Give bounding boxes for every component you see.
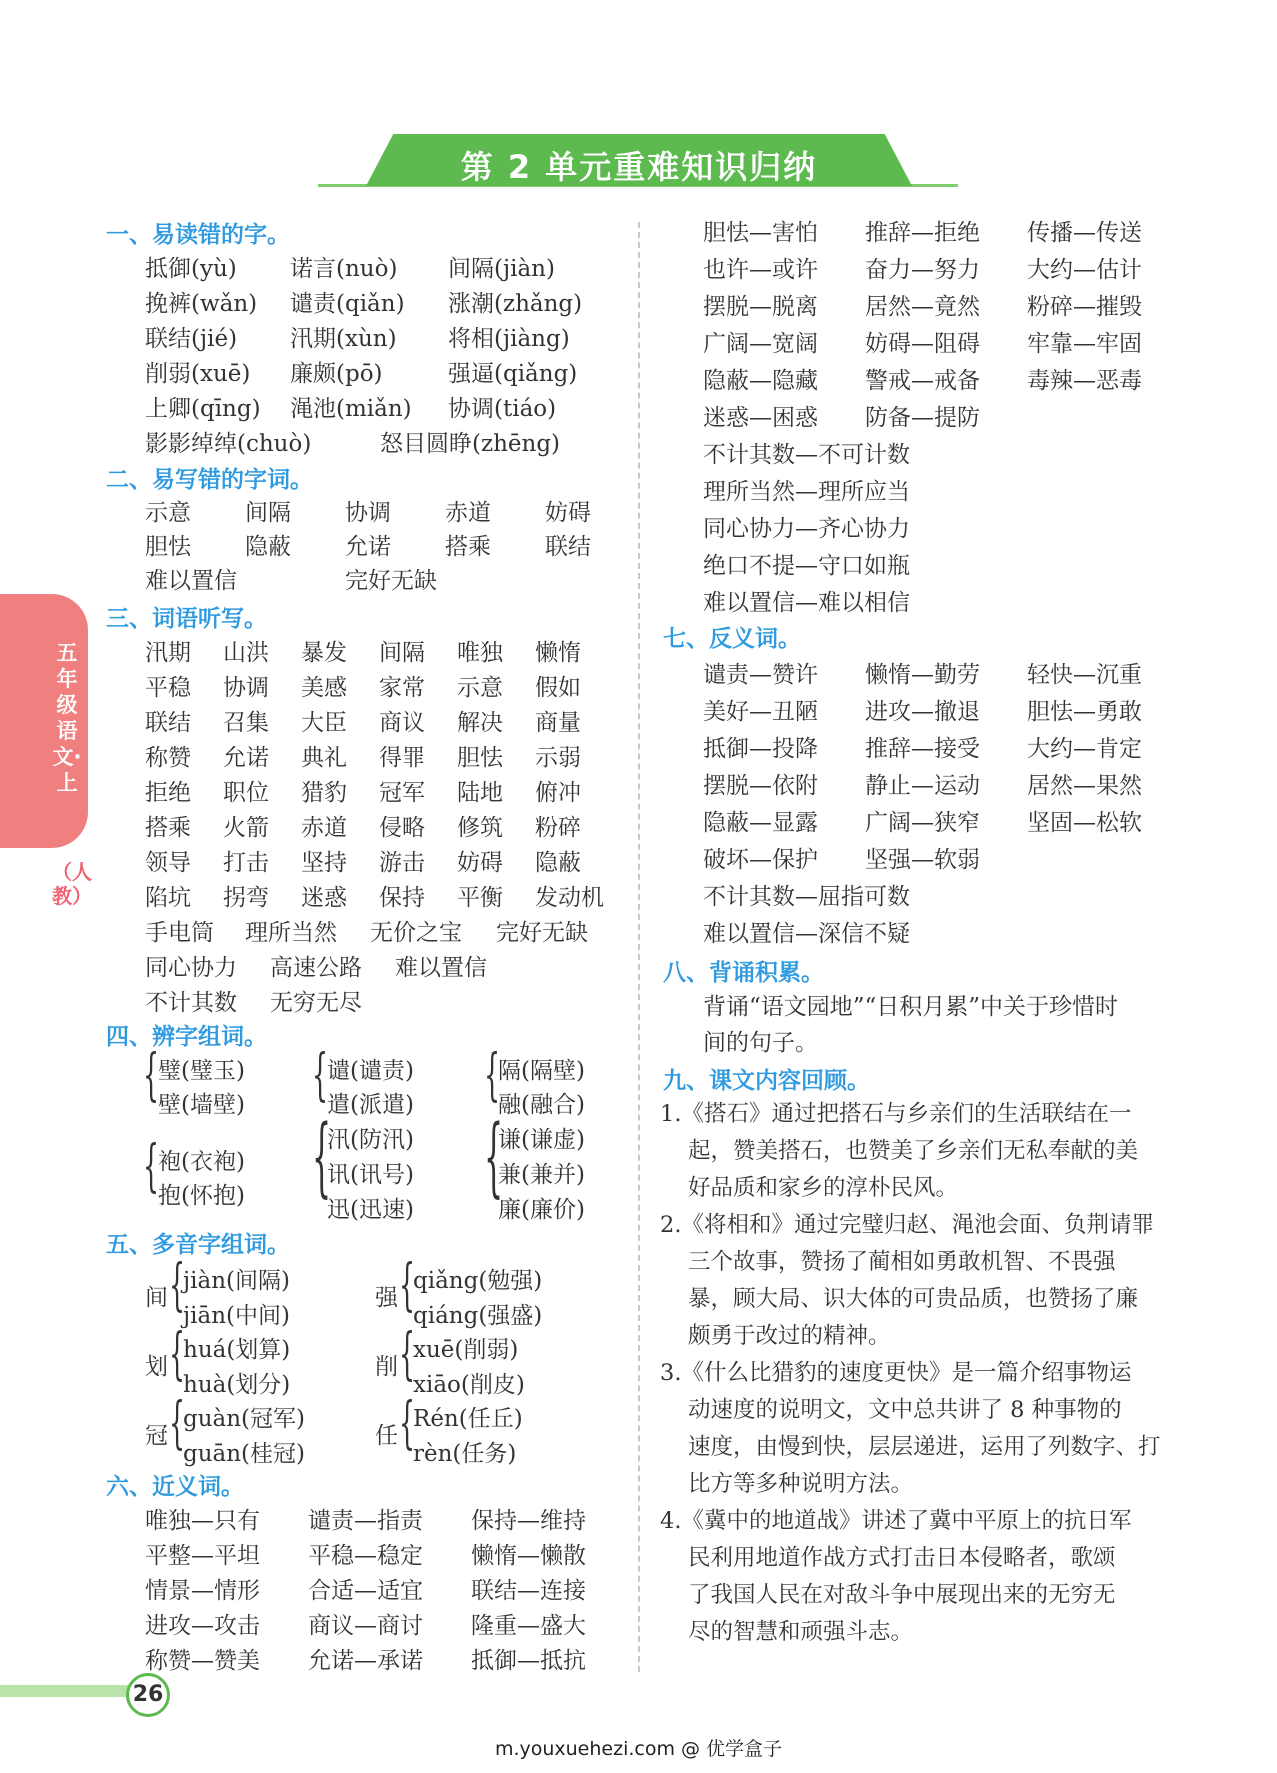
review-line: 尽的智慧和顽强斗志。 <box>688 1619 914 1645</box>
distinguish-item: 隔(隔壁) <box>498 1058 585 1084</box>
review-line: 了我国人民在对敌斗争中展现出来的无穷无 <box>688 1582 1116 1608</box>
polyphone-char: 削 <box>375 1354 398 1380</box>
distinguish-item: 遣(派遣) <box>327 1092 414 1118</box>
dictation-word: 美感 <box>301 675 347 701</box>
dictation-word: 领导 <box>145 850 191 876</box>
antonym-pair: 居然—果然 <box>1027 773 1142 799</box>
dictation-word: 大臣 <box>301 710 347 736</box>
dictation-word: 同心协力 <box>145 955 237 981</box>
antonym-pair: 谴责—赞许 <box>703 662 818 688</box>
dictation-word: 俯冲 <box>535 780 581 806</box>
review-line: 比方等多种说明方法。 <box>688 1471 914 1497</box>
brace: { <box>143 1134 160 1199</box>
dictation-word: 胆怯 <box>457 745 503 771</box>
synonym-pair: 绝口不提—守口如瓶 <box>703 553 910 579</box>
review-line: 起，赞美搭石，也赞美了乡亲们无私奉献的美 <box>688 1138 1139 1164</box>
synonym-pair: 平稳—稳定 <box>308 1543 423 1569</box>
dictation-word: 得罪 <box>379 745 425 771</box>
dictation-word: 迷惑 <box>301 885 347 911</box>
antonym-pair: 不计其数—屈指可数 <box>703 884 910 910</box>
synonym-pair: 牢靠—牢固 <box>1027 331 1142 357</box>
brace: { <box>312 1043 329 1108</box>
dictation-word: 完好无缺 <box>496 920 588 946</box>
section-heading-3: 三、词语听写。 <box>106 606 267 632</box>
dictation-word: 示意 <box>457 675 503 701</box>
miswrite-word: 完好无缺 <box>345 568 437 594</box>
miswrite-word: 允诺 <box>345 534 391 560</box>
synonym-pair: 也许—或许 <box>703 257 818 283</box>
synonym-pair: 推辞—拒绝 <box>865 220 980 246</box>
review-line: 好品质和家乡的淳朴民风。 <box>688 1175 959 1201</box>
dictation-word: 拐弯 <box>223 885 269 911</box>
dictation-word: 隐蔽 <box>535 850 581 876</box>
polyphone-reading: jiān(中间) <box>183 1303 290 1329</box>
polyphone-reading: huà(划分) <box>183 1372 291 1398</box>
dictation-word: 示弱 <box>535 745 581 771</box>
footer-watermark: m.youxuehezi.com @ 优学盒子 <box>494 1738 783 1760</box>
misread-word: 联结(jié) <box>145 326 238 352</box>
polyphone-reading: xuē(削弱) <box>413 1337 519 1363</box>
synonym-pair: 难以置信—难以相信 <box>703 590 910 616</box>
dictation-word: 商量 <box>535 710 581 736</box>
miswrite-word: 示意 <box>145 500 191 526</box>
section-heading-4: 四、辨字组词。 <box>106 1024 267 1050</box>
section-heading-6: 六、近义词。 <box>106 1474 244 1500</box>
miswrite-word: 搭乘 <box>445 534 491 560</box>
synonym-pair: 妨碍—阻碍 <box>865 331 980 357</box>
section-heading-7: 七、反义词。 <box>663 626 801 652</box>
antonym-pair: 坚固—松软 <box>1027 810 1142 836</box>
miswrite-word: 隐蔽 <box>245 534 291 560</box>
dictation-word: 保持 <box>379 885 425 911</box>
antonym-pair: 胆怯—勇敢 <box>1027 699 1142 725</box>
dictation-word: 侵略 <box>379 815 425 841</box>
polyphone-reading: rèn(任务) <box>413 1441 517 1467</box>
polyphone-reading: qiáng(强盛) <box>413 1303 543 1329</box>
synonym-pair: 合适—适宜 <box>308 1578 423 1604</box>
dictation-word: 无价之宝 <box>370 920 462 946</box>
distinguish-item: 袍(衣袍) <box>158 1149 245 1175</box>
antonym-pair: 静止—运动 <box>865 773 980 799</box>
misread-word: 汛期(xùn) <box>290 326 397 352</box>
antonym-pair: 隐蔽—显露 <box>703 810 818 836</box>
distinguish-item: 抱(怀抱) <box>158 1183 245 1209</box>
brace: { <box>169 1253 186 1318</box>
synonym-pair: 唯独—只有 <box>145 1508 260 1534</box>
synonym-pair: 迷惑—困惑 <box>703 405 818 431</box>
dictation-word: 打击 <box>223 850 269 876</box>
dictation-word: 陷坑 <box>145 885 191 911</box>
polyphone-char: 划 <box>145 1354 168 1380</box>
synonym-pair: 隐蔽—隐藏 <box>703 368 818 394</box>
distinguish-item: 璧(璧玉) <box>158 1058 245 1084</box>
dictation-word: 称赞 <box>145 745 191 771</box>
antonym-pair: 坚强—软弱 <box>865 847 980 873</box>
dictation-word: 无穷无尽 <box>270 990 362 1016</box>
antonym-pair: 破坏—保护 <box>703 847 818 873</box>
misread-word: 影影绰绰(chuò) <box>145 431 312 457</box>
synonym-pair: 进攻—攻击 <box>145 1613 260 1639</box>
antonym-pair: 轻快—沉重 <box>1027 662 1142 688</box>
antonym-pair: 摆脱—依附 <box>703 773 818 799</box>
dictation-word: 发动机 <box>535 885 604 911</box>
dictation-word: 游击 <box>379 850 425 876</box>
dictation-word: 猎豹 <box>301 780 347 806</box>
review-line: 颇勇于改过的精神。 <box>688 1323 891 1349</box>
synonym-pair: 允诺—承诺 <box>308 1648 423 1674</box>
dictation-word: 召集 <box>223 710 269 736</box>
synonym-pair: 保持—维持 <box>471 1508 586 1534</box>
distinguish-item: 兼(兼并) <box>498 1162 585 1188</box>
antonym-pair: 广阔—狭窄 <box>865 810 980 836</box>
miswrite-word: 间隔 <box>245 500 291 526</box>
misread-word: 削弱(xuē) <box>145 361 251 387</box>
polyphone-char: 冠 <box>145 1423 168 1449</box>
dictation-word: 理所当然 <box>245 920 337 946</box>
brace: { <box>484 1107 504 1207</box>
dictation-word: 职位 <box>223 780 269 806</box>
antonym-pair: 抵御—投降 <box>703 736 818 762</box>
dictation-word: 手电筒 <box>145 920 214 946</box>
misread-word: 渑池(miǎn) <box>290 396 412 422</box>
section-heading-2: 二、易写错的字词。 <box>106 467 313 493</box>
section-heading-8: 八、背诵积累。 <box>663 960 824 986</box>
synonym-pair: 懒惰—懒散 <box>471 1543 586 1569</box>
misread-word: 诺言(nuò) <box>290 256 398 282</box>
dictation-word: 妨碍 <box>457 850 503 876</box>
brace: { <box>399 1391 416 1456</box>
distinguish-item: 廉(廉价) <box>498 1197 585 1223</box>
dictation-word: 坚持 <box>301 850 347 876</box>
dictation-word: 赤道 <box>301 815 347 841</box>
review-line: 2.《将相和》通过完璧归赵、渑池会面、负荆请罪 <box>660 1212 1154 1238</box>
misread-word: 协调(tiáo) <box>448 396 557 422</box>
distinguish-item: 汛(防汛) <box>327 1127 414 1153</box>
dictation-word: 解决 <box>457 710 503 736</box>
polyphone-reading: jiàn(间隔) <box>183 1268 290 1294</box>
dictation-word: 联结 <box>145 710 191 736</box>
synonym-pair: 警戒—戒备 <box>865 368 980 394</box>
review-line: 暴，顾大局、识大体的可贵品质，也赞扬了廉 <box>688 1286 1139 1312</box>
antonym-pair: 懒惰—勤劳 <box>865 662 980 688</box>
misread-word: 廉颇(pō) <box>290 361 383 387</box>
dictation-word: 山洪 <box>223 640 269 666</box>
review-line: 三个故事，赞扬了蔺相如勇敢机智、不畏强 <box>688 1249 1116 1275</box>
synonym-pair: 同心协力—齐心协力 <box>703 516 910 542</box>
antonym-pair: 难以置信—深信不疑 <box>703 921 910 947</box>
dictation-word: 拒绝 <box>145 780 191 806</box>
polyphone-reading: Rén(任丘) <box>413 1406 523 1432</box>
side-tab-grade: 五年级语文·上 <box>52 641 82 795</box>
misread-word: 将相(jiàng) <box>448 326 570 352</box>
review-line: 动速度的说明文，文中总共讲了 8 种事物的 <box>688 1397 1122 1423</box>
synonym-pair: 防备—提防 <box>865 405 980 431</box>
polyphone-char: 间 <box>145 1285 168 1311</box>
dictation-word: 家常 <box>379 675 425 701</box>
review-line: 1.《搭石》通过把搭石与乡亲们的生活联结在一 <box>660 1101 1132 1127</box>
synonym-pair: 毒辣—恶毒 <box>1027 368 1142 394</box>
miswrite-word: 难以置信 <box>145 568 237 594</box>
synonym-pair: 胆怯—害怕 <box>703 220 818 246</box>
section-heading-5: 五、多音字组词。 <box>106 1232 290 1258</box>
antonym-pair: 大约—肯定 <box>1027 736 1142 762</box>
synonym-pair: 理所当然—理所应当 <box>703 479 910 505</box>
dictation-word: 间隔 <box>379 640 425 666</box>
synonym-pair: 联结—连接 <box>471 1578 586 1604</box>
synonym-pair: 平整—平坦 <box>145 1543 260 1569</box>
miswrite-word: 赤道 <box>445 500 491 526</box>
synonym-pair: 谴责—指责 <box>308 1508 423 1534</box>
misread-word: 强逼(qiǎng) <box>448 361 578 387</box>
dictation-word: 难以置信 <box>395 955 487 981</box>
antonym-pair: 推辞—接受 <box>865 736 980 762</box>
page-title: 第 2 单元重难知识归纳 <box>460 148 818 186</box>
distinguish-item: 谴(谴责) <box>327 1058 414 1084</box>
synonym-pair: 抵御—抵抗 <box>471 1648 586 1674</box>
antonym-pair: 进攻—撤退 <box>865 699 980 725</box>
dictation-word: 协调 <box>223 675 269 701</box>
brace: { <box>169 1322 186 1387</box>
misread-word: 挽裤(wǎn) <box>145 291 258 317</box>
brace: { <box>399 1322 416 1387</box>
recite-line: 背诵“语文园地”“日积月累”中关于珍惜时 <box>703 994 1119 1020</box>
miswrite-word: 联结 <box>545 534 591 560</box>
review-line: 速度，由慢到快，层层递进，运用了列数字、打 <box>688 1434 1161 1460</box>
synonym-pair: 称赞—赞美 <box>145 1648 260 1674</box>
dictation-word: 冠军 <box>379 780 425 806</box>
brace: { <box>484 1043 501 1108</box>
brace: { <box>169 1391 186 1456</box>
side-tab-edition: （人教） <box>52 860 92 908</box>
synonym-pair: 广阔—宽阔 <box>703 331 818 357</box>
dictation-word: 平衡 <box>457 885 503 911</box>
synonym-pair: 居然—竟然 <box>865 294 980 320</box>
polyphone-char: 任 <box>375 1423 398 1449</box>
review-line: 4.《冀中的地道战》讲述了冀中平原上的抗日军 <box>660 1508 1132 1534</box>
distinguish-item: 谦(谦虚) <box>498 1127 585 1153</box>
dictation-word: 唯独 <box>457 640 503 666</box>
misread-word: 间隔(jiàn) <box>448 256 555 282</box>
polyphone-reading: huá(划算) <box>183 1337 291 1363</box>
recite-line: 间的句子。 <box>703 1030 818 1056</box>
miswrite-word: 协调 <box>345 500 391 526</box>
dictation-word: 粉碎 <box>535 815 581 841</box>
synonym-pair: 摆脱—脱离 <box>703 294 818 320</box>
dictation-word: 典礼 <box>301 745 347 771</box>
distinguish-item: 壁(墙壁) <box>158 1092 245 1118</box>
synonym-pair: 大约—估计 <box>1027 257 1142 283</box>
misread-word: 上卿(qīng) <box>145 396 261 422</box>
misread-word: 涨潮(zhǎng) <box>448 291 583 317</box>
section-heading-1: 一、易读错的字。 <box>106 222 290 248</box>
section-heading-9: 九、课文内容回顾。 <box>663 1068 870 1094</box>
polyphone-reading: qiǎng(勉强) <box>413 1268 543 1294</box>
polyphone-reading: xiāo(削皮) <box>413 1372 525 1398</box>
antonym-pair: 美好—丑陋 <box>703 699 818 725</box>
dictation-word: 高速公路 <box>270 955 362 981</box>
synonym-pair: 商议—商讨 <box>308 1613 423 1639</box>
misread-word: 谴责(qiǎn) <box>290 291 405 317</box>
brace: { <box>312 1107 332 1207</box>
synonym-pair: 不计其数—不可计数 <box>703 442 910 468</box>
page-number: 26 <box>126 1673 170 1717</box>
synonym-pair: 情景—情形 <box>145 1578 260 1604</box>
distinguish-item: 迅(迅速) <box>327 1197 414 1223</box>
synonym-pair: 粉碎—摧毁 <box>1027 294 1142 320</box>
polyphone-char: 强 <box>375 1285 398 1311</box>
brace: { <box>399 1253 416 1318</box>
column-divider <box>638 222 640 1672</box>
synonym-pair: 隆重—盛大 <box>471 1613 586 1639</box>
dictation-word: 陆地 <box>457 780 503 806</box>
review-line: 3.《什么比猎豹的速度更快》是一篇介绍事物运 <box>660 1360 1132 1386</box>
synonym-pair: 奋力—努力 <box>865 257 980 283</box>
review-line: 民利用地道作战方式打击日本侵略者，歌颂 <box>688 1545 1116 1571</box>
miswrite-word: 胆怯 <box>145 534 191 560</box>
miswrite-word: 妨碍 <box>545 500 591 526</box>
polyphone-reading: guàn(冠军) <box>183 1406 306 1432</box>
dictation-word: 修筑 <box>457 815 503 841</box>
dictation-word: 懒惰 <box>535 640 581 666</box>
synonym-pair: 传播—传送 <box>1027 220 1142 246</box>
dictation-word: 允诺 <box>223 745 269 771</box>
dictation-word: 搭乘 <box>145 815 191 841</box>
distinguish-item: 融(融合) <box>498 1092 585 1118</box>
polyphone-reading: guān(桂冠) <box>183 1441 306 1467</box>
dictation-word: 平稳 <box>145 675 191 701</box>
misread-word: 怒目圆睁(zhēng) <box>380 431 561 457</box>
dictation-word: 汛期 <box>145 640 191 666</box>
brace: { <box>143 1043 160 1108</box>
dictation-word: 不计其数 <box>145 990 237 1016</box>
distinguish-item: 讯(讯号) <box>327 1162 414 1188</box>
misread-word: 抵御(yù) <box>145 256 237 282</box>
dictation-word: 暴发 <box>301 640 347 666</box>
dictation-word: 假如 <box>535 675 581 701</box>
dictation-word: 商议 <box>379 710 425 736</box>
dictation-word: 火箭 <box>223 815 269 841</box>
